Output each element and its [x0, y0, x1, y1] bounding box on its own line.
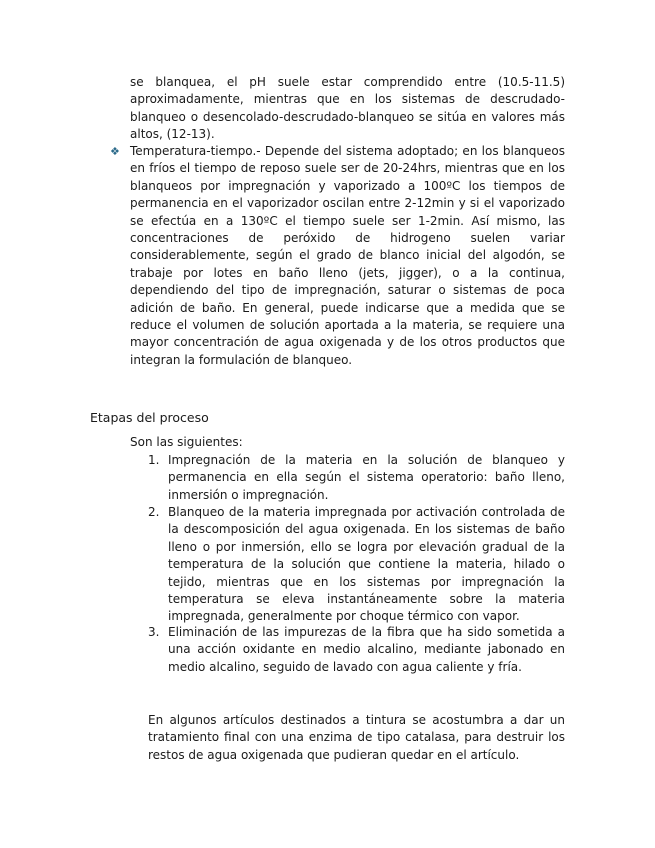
- step-text: Impregnación de la materia en la solución de blanqueo y permanencia en ella según el sistema operatorio: baño lleno, inmersión o impregnación.: [168, 453, 565, 502]
- step-item: [148, 452, 565, 504]
- temperature-time-paragraph: Temperatura-tiempo.- Depende del sistema adoptado; en los blanqueos en fríos el tiempo de reposo suele ser de 20-24hrs, mientras que en los blanqueos por impregnación y vaporizado a 100ºC los tiempos de permanencia en el vaporizador oscilan entre 2-12min y si el vaporizado se efectúa en a 130ºC el tiempo suele ser 1-2min. Así mismo, las concentraciones de peróxido de hidrogeno suelen variar considerablemente, según el grado de blanco inicial del algodón, se trabaje por lotes en baño lleno (jets, jigger), o a la continua, dependiendo del tipo de impregnación, saturar o sistemas de poca adición de baño. En general, puede indicarse que a medida que se reduce el volumen de solución aportada a la materia, se requiere una mayor concentración de agua oxigenada y de los otros productos que integran la formulación de blanqueo.: [130, 144, 565, 367]
- step-item: [148, 624, 565, 676]
- step-text: Eliminación de las impurezas de la fibra que ha sido sometida a una acción oxidante en medio alcalino, mediante jabonado en medio alcalino, seguido de lavado con agua caliente y fría.: [168, 625, 565, 674]
- step-number: 2.: [148, 505, 160, 519]
- diamond-bullet-icon: ❖: [110, 145, 120, 158]
- closing-paragraph: En algunos artículos destinados a tintura se acostumbra a dar un tratamiento final con una enzima de tipo catalasa, para destruir los restos de agua oxigenada que pudieran quedar en el artículo.: [148, 713, 565, 762]
- section-heading: Etapas del proceso: [90, 410, 209, 425]
- step-number: 3.: [148, 625, 160, 639]
- step-item: [148, 504, 565, 626]
- list-intro: Son las siguientes:: [130, 435, 243, 449]
- step-text: Blanqueo de la materia impregnada por activación controlada de la descomposición del agua oxigenada. En los sistemas de baño lleno o por inmersión, ello se logra por elevación gradual de la temperatura de la solución que contiene la materia, hilado o tejido, mientras que en los sistemas por impregnación la temperatura se eleva instantáneamente sobre la materia impregnada, generalmente por choque térmico con vapor.: [168, 505, 565, 624]
- intro-continuation-paragraph: se blanquea, el pH suele estar comprendido entre (10.5-11.5) aproximadamente, mientras que en los sistemas de descrudado-blanqueo o desencolado-descrudado-blanqueo se sitúa en valores más altos, (12-13).: [130, 75, 565, 142]
- step-number: 1.: [148, 453, 160, 467]
